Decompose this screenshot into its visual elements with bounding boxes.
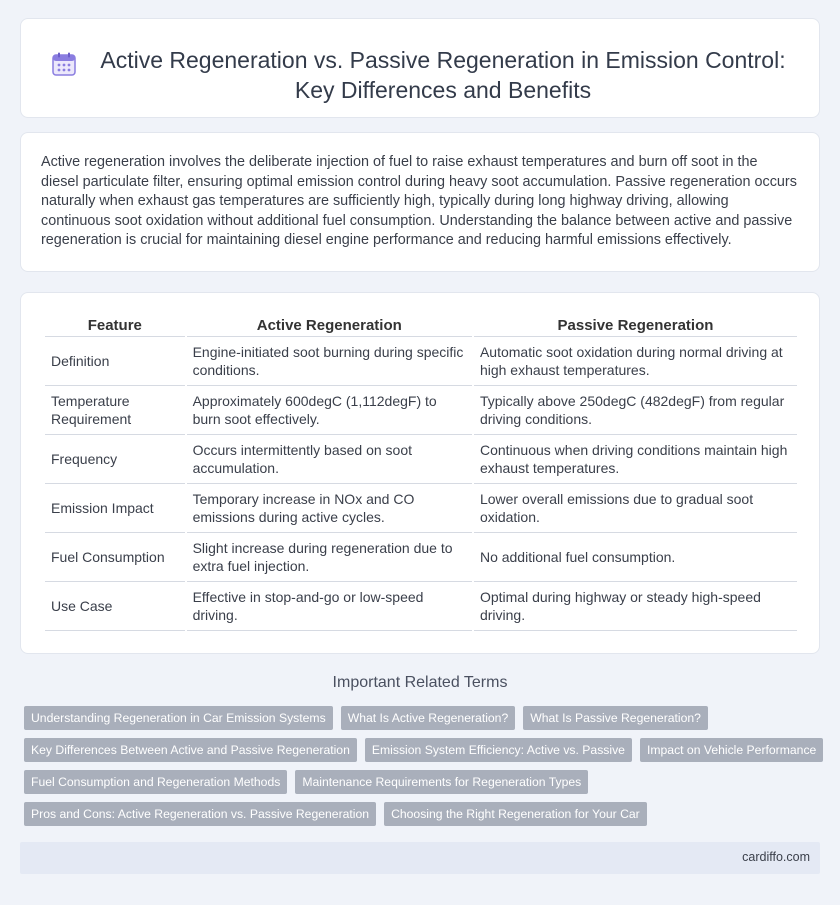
table-row [45, 582, 797, 631]
calendar-icon [51, 51, 77, 77]
related-term-link[interactable]: What Is Active Regeneration? [341, 706, 516, 730]
table-cell: Typically above 250degC (482degF) from regular driving conditions. [474, 386, 797, 435]
related-term-link[interactable]: Pros and Cons: Active Regeneration vs. Passive Regeneration [24, 802, 376, 826]
table-row [45, 484, 797, 533]
table-cell: Frequency [45, 435, 185, 484]
intro-paragraph: Active regeneration involves the deliberate injection of fuel to raise exhaust temperatures and burn off soot in the diesel particulate filter, ensuring optimal emission control during heavy soot accumulation. Passive regeneration occurs naturally when exhaust gas temperatures are sufficiently high, typically during long highway driving, allowing continuous soot oxidation without additional fuel consumption. Understanding the balance between active and passive regeneration is crucial for maintaining diesel engine performance and reducing harmful emissions effectively. [41, 154, 797, 248]
related-term-link[interactable]: Maintenance Requirements for Regeneration Types [295, 770, 588, 794]
table-cell: Temperature Requirement [45, 386, 185, 435]
header-passive: Passive Regeneration [474, 315, 797, 337]
table-cell: Use Case [45, 582, 185, 631]
tag-row [24, 738, 824, 762]
comparison-card [20, 292, 820, 654]
table-cell: No additional fuel consumption. [474, 533, 797, 582]
table-row [45, 533, 797, 582]
tag-row [24, 770, 824, 794]
table-cell: Definition [45, 337, 185, 386]
table-cell: Engine-initiated soot burning during specific conditions. [187, 337, 472, 386]
related-term-link[interactable]: Impact on Vehicle Performance [640, 738, 823, 762]
table-cell: Occurs intermittently based on soot accumulation. [187, 435, 472, 484]
tag-row [24, 802, 824, 826]
table-row [45, 435, 797, 484]
intro-card [20, 132, 820, 272]
table-row [45, 386, 797, 435]
table-cell: Continuous when driving conditions maintain high exhaust temperatures. [474, 435, 797, 484]
table-cell: Temporary increase in NOx and CO emissions during active cycles. [187, 484, 472, 533]
related-term-link[interactable]: What Is Passive Regeneration? [523, 706, 708, 730]
related-term-link[interactable]: Key Differences Between Active and Passive Regeneration [24, 738, 357, 762]
related-term-link[interactable]: Emission System Efficiency: Active vs. Passive [365, 738, 632, 762]
page-title: Active Regeneration vs. Passive Regeneration in Emission Control: Key Differences and Benefits [100, 47, 786, 103]
related-terms-list [24, 706, 824, 834]
related-terms-heading: Important Related Terms [332, 674, 508, 691]
table-cell: Emission Impact [45, 484, 185, 533]
table-cell: Optimal during highway or steady high-speed driving. [474, 582, 797, 631]
table-header-row [45, 315, 797, 337]
related-term-link[interactable]: Fuel Consumption and Regeneration Methods [24, 770, 287, 794]
table-cell: Slight increase during regeneration due to extra fuel injection. [187, 533, 472, 582]
table-cell: Fuel Consumption [45, 533, 185, 582]
related-term-link[interactable]: Understanding Regeneration in Car Emission Systems [24, 706, 333, 730]
footer [20, 842, 820, 874]
comparison-table [43, 315, 799, 631]
related-term-link[interactable]: Choosing the Right Regeneration for Your Car [384, 802, 647, 826]
header-active: Active Regeneration [187, 315, 472, 337]
table-cell: Lower overall emissions due to gradual soot oxidation. [474, 484, 797, 533]
table-cell: Approximately 600degC (1,112degF) to burn soot effectively. [187, 386, 472, 435]
title-card [20, 18, 820, 118]
header-feature: Feature [45, 315, 185, 337]
table-cell: Effective in stop-and-go or low-speed driving. [187, 582, 472, 631]
table-row [45, 337, 797, 386]
table-cell: Automatic soot oxidation during normal driving at high exhaust temperatures. [474, 337, 797, 386]
tag-row [24, 706, 824, 730]
footer-site-link[interactable]: cardiffo.com [742, 850, 810, 864]
